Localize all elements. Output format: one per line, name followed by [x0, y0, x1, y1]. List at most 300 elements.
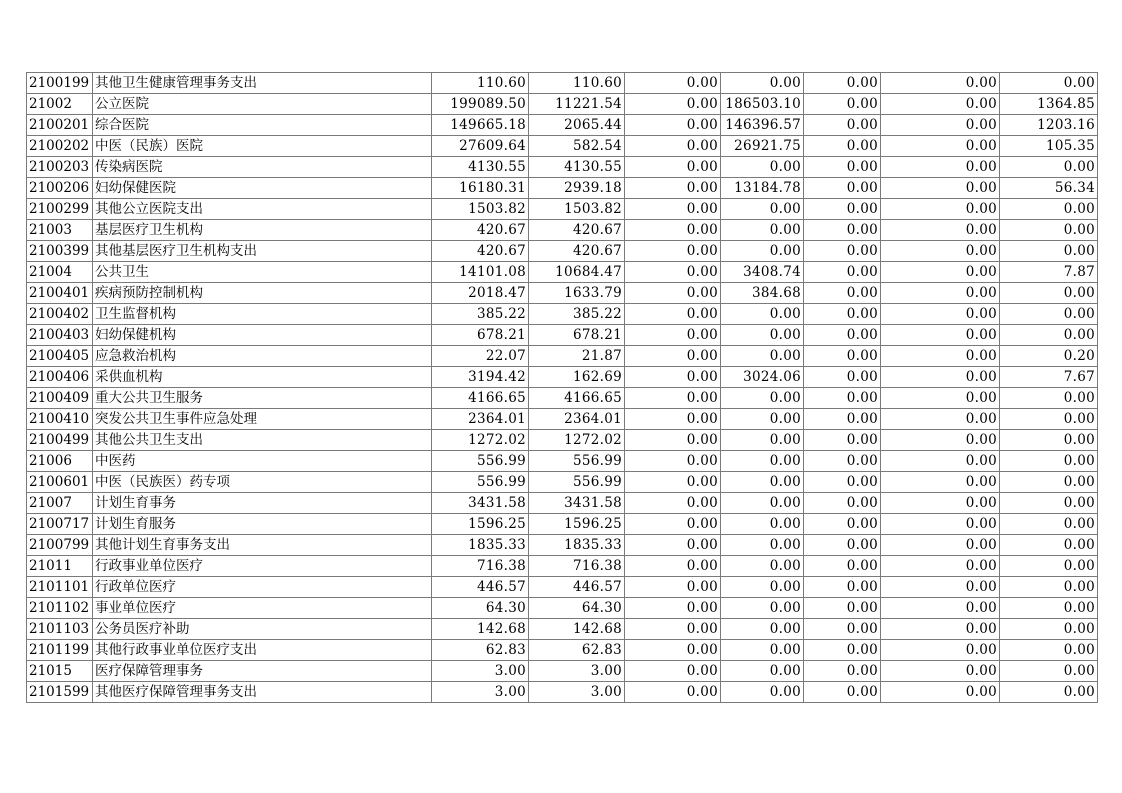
amount-cell: 0.00	[721, 220, 804, 241]
amount-cell: 0.00	[625, 262, 721, 283]
subject-code-cell: 2100299	[27, 199, 93, 220]
amount-cell: 0.00	[804, 619, 881, 640]
amount-cell: 0.00	[804, 535, 881, 556]
amount-cell: 0.00	[625, 73, 721, 94]
subject-name-cell: 突发公共卫生事件应急处理	[93, 409, 432, 430]
amount-cell: 0.00	[881, 661, 1000, 682]
amount-cell: 0.00	[625, 472, 721, 493]
amount-cell: 27609.64	[432, 136, 529, 157]
amount-cell: 14101.08	[432, 262, 529, 283]
amount-cell: 1203.16	[1000, 115, 1098, 136]
amount-cell: 0.00	[721, 409, 804, 430]
amount-cell: 1633.79	[529, 283, 625, 304]
amount-cell: 0.00	[804, 682, 881, 703]
amount-cell: 0.00	[1000, 73, 1098, 94]
amount-cell: 0.00	[1000, 535, 1098, 556]
amount-cell: 0.00	[804, 409, 881, 430]
amount-cell: 385.22	[529, 304, 625, 325]
amount-cell: 0.00	[881, 640, 1000, 661]
subject-name-cell: 计划生育事务	[93, 493, 432, 514]
amount-cell: 678.21	[432, 325, 529, 346]
amount-cell: 4166.65	[432, 388, 529, 409]
amount-cell: 105.35	[1000, 136, 1098, 157]
subject-code-cell: 2100799	[27, 535, 93, 556]
amount-cell: 0.00	[625, 514, 721, 535]
table-row	[27, 283, 1098, 304]
amount-cell: 3.00	[432, 682, 529, 703]
subject-name-cell: 公立医院	[93, 94, 432, 115]
amount-cell: 64.30	[529, 598, 625, 619]
amount-cell: 384.68	[721, 283, 804, 304]
amount-cell: 0.00	[804, 514, 881, 535]
amount-cell: 0.00	[625, 346, 721, 367]
subject-name-cell: 应急救治机构	[93, 346, 432, 367]
table-row	[27, 136, 1098, 157]
subject-name-cell: 卫生监督机构	[93, 304, 432, 325]
amount-cell: 0.00	[881, 325, 1000, 346]
amount-cell: 0.00	[625, 220, 721, 241]
amount-cell: 0.00	[881, 199, 1000, 220]
table-row	[27, 199, 1098, 220]
amount-cell: 0.00	[804, 136, 881, 157]
amount-cell: 2018.47	[432, 283, 529, 304]
subject-name-cell: 医疗保障管理事务	[93, 661, 432, 682]
amount-cell: 0.00	[881, 556, 1000, 577]
table-row	[27, 73, 1098, 94]
amount-cell: 716.38	[529, 556, 625, 577]
table-row	[27, 262, 1098, 283]
amount-cell: 199089.50	[432, 94, 529, 115]
amount-cell: 0.00	[804, 220, 881, 241]
amount-cell: 0.00	[721, 472, 804, 493]
subject-code-cell: 2100405	[27, 346, 93, 367]
amount-cell: 110.60	[432, 73, 529, 94]
subject-code-cell: 2100410	[27, 409, 93, 430]
subject-code-cell: 2101599	[27, 682, 93, 703]
subject-code-cell: 2100401	[27, 283, 93, 304]
amount-cell: 0.00	[625, 430, 721, 451]
amount-cell: 0.00	[625, 199, 721, 220]
amount-cell: 0.00	[721, 556, 804, 577]
amount-cell: 0.00	[1000, 598, 1098, 619]
amount-cell: 0.00	[625, 556, 721, 577]
amount-cell: 0.00	[804, 199, 881, 220]
amount-cell: 0.00	[804, 598, 881, 619]
amount-cell: 1596.25	[529, 514, 625, 535]
amount-cell: 0.00	[1000, 241, 1098, 262]
amount-cell: 0.00	[881, 619, 1000, 640]
amount-cell: 0.00	[881, 178, 1000, 199]
subject-name-cell: 事业单位医疗	[93, 598, 432, 619]
subject-code-cell: 2100206	[27, 178, 93, 199]
amount-cell: 0.00	[881, 577, 1000, 598]
amount-cell: 0.00	[625, 640, 721, 661]
subject-name-cell: 其他计划生育事务支出	[93, 535, 432, 556]
amount-cell: 1272.02	[529, 430, 625, 451]
amount-cell: 0.00	[1000, 199, 1098, 220]
subject-code-cell: 2100406	[27, 367, 93, 388]
amount-cell: 3408.74	[721, 262, 804, 283]
subject-code-cell: 2100409	[27, 388, 93, 409]
amount-cell: 0.00	[721, 304, 804, 325]
amount-cell: 0.00	[721, 640, 804, 661]
amount-cell: 0.00	[1000, 451, 1098, 472]
amount-cell: 0.00	[881, 388, 1000, 409]
subject-name-cell: 采供血机构	[93, 367, 432, 388]
amount-cell: 0.00	[625, 598, 721, 619]
amount-cell: 385.22	[432, 304, 529, 325]
amount-cell: 56.34	[1000, 178, 1098, 199]
amount-cell: 0.00	[625, 178, 721, 199]
amount-cell: 0.00	[881, 367, 1000, 388]
subject-name-cell: 妇幼保健医院	[93, 178, 432, 199]
amount-cell: 3431.58	[529, 493, 625, 514]
table-row	[27, 157, 1098, 178]
amount-cell: 2939.18	[529, 178, 625, 199]
subject-name-cell: 中医（民族医）药专项	[93, 472, 432, 493]
table-row	[27, 220, 1098, 241]
subject-name-cell: 妇幼保健机构	[93, 325, 432, 346]
amount-cell: 1503.82	[529, 199, 625, 220]
amount-cell: 62.83	[529, 640, 625, 661]
amount-cell: 149665.18	[432, 115, 529, 136]
amount-cell: 0.00	[881, 493, 1000, 514]
table-row	[27, 640, 1098, 661]
amount-cell: 0.00	[804, 73, 881, 94]
table-row	[27, 493, 1098, 514]
amount-cell: 0.00	[804, 367, 881, 388]
subject-name-cell: 其他卫生健康管理事务支出	[93, 73, 432, 94]
subject-name-cell: 行政单位医疗	[93, 577, 432, 598]
amount-cell: 0.00	[881, 304, 1000, 325]
subject-code-cell: 2100499	[27, 430, 93, 451]
amount-cell: 0.00	[625, 94, 721, 115]
amount-cell: 1272.02	[432, 430, 529, 451]
amount-cell: 0.00	[804, 178, 881, 199]
amount-cell: 556.99	[529, 472, 625, 493]
subject-name-cell: 行政事业单位医疗	[93, 556, 432, 577]
subject-code-cell: 2100201	[27, 115, 93, 136]
amount-cell: 10684.47	[529, 262, 625, 283]
amount-cell: 162.69	[529, 367, 625, 388]
amount-cell: 3024.06	[721, 367, 804, 388]
amount-cell: 0.00	[721, 73, 804, 94]
amount-cell: 11221.54	[529, 94, 625, 115]
amount-cell: 0.00	[804, 346, 881, 367]
amount-cell: 0.00	[625, 367, 721, 388]
amount-cell: 0.00	[881, 682, 1000, 703]
amount-cell: 0.00	[804, 472, 881, 493]
table-row	[27, 178, 1098, 199]
subject-name-cell: 传染病医院	[93, 157, 432, 178]
amount-cell: 0.00	[721, 514, 804, 535]
amount-cell: 0.00	[625, 388, 721, 409]
amount-cell: 0.00	[721, 199, 804, 220]
amount-cell: 0.00	[625, 283, 721, 304]
subject-code-cell: 2101102	[27, 598, 93, 619]
amount-cell: 446.57	[432, 577, 529, 598]
amount-cell: 0.00	[721, 598, 804, 619]
amount-cell: 0.00	[881, 136, 1000, 157]
amount-cell: 0.00	[804, 241, 881, 262]
table-row	[27, 661, 1098, 682]
amount-cell: 62.83	[432, 640, 529, 661]
expenditure-table	[26, 72, 1098, 703]
subject-code-cell: 21004	[27, 262, 93, 283]
amount-cell: 0.00	[1000, 472, 1098, 493]
amount-cell: 0.00	[1000, 619, 1098, 640]
amount-cell: 0.00	[721, 661, 804, 682]
amount-cell: 16180.31	[432, 178, 529, 199]
subject-name-cell: 计划生育服务	[93, 514, 432, 535]
amount-cell: 0.00	[804, 262, 881, 283]
subject-code-cell: 21015	[27, 661, 93, 682]
amount-cell: 3.00	[432, 661, 529, 682]
subject-code-cell: 2100717	[27, 514, 93, 535]
amount-cell: 0.00	[881, 115, 1000, 136]
subject-name-cell: 重大公共卫生服务	[93, 388, 432, 409]
table-row	[27, 577, 1098, 598]
table-row	[27, 598, 1098, 619]
amount-cell: 0.00	[804, 325, 881, 346]
amount-cell: 0.00	[804, 388, 881, 409]
subject-name-cell: 疾病预防控制机构	[93, 283, 432, 304]
amount-cell: 0.00	[881, 430, 1000, 451]
subject-code-cell: 21007	[27, 493, 93, 514]
amount-cell: 1364.85	[1000, 94, 1098, 115]
amount-cell: 0.00	[1000, 220, 1098, 241]
amount-cell: 0.00	[625, 682, 721, 703]
amount-cell: 0.00	[804, 451, 881, 472]
amount-cell: 0.00	[625, 304, 721, 325]
amount-cell: 0.00	[625, 661, 721, 682]
table-row	[27, 472, 1098, 493]
amount-cell: 0.00	[625, 409, 721, 430]
subject-name-cell: 公务员医疗补助	[93, 619, 432, 640]
amount-cell: 3.00	[529, 661, 625, 682]
amount-cell: 21.87	[529, 346, 625, 367]
amount-cell: 556.99	[432, 472, 529, 493]
table-body	[27, 73, 1098, 703]
amount-cell: 1835.33	[432, 535, 529, 556]
amount-cell: 0.00	[804, 661, 881, 682]
amount-cell: 678.21	[529, 325, 625, 346]
amount-cell: 0.00	[804, 577, 881, 598]
amount-cell: 4130.55	[529, 157, 625, 178]
subject-code-cell: 2100202	[27, 136, 93, 157]
amount-cell: 64.30	[432, 598, 529, 619]
amount-cell: 0.00	[1000, 283, 1098, 304]
amount-cell: 0.00	[881, 283, 1000, 304]
amount-cell: 1835.33	[529, 535, 625, 556]
amount-cell: 4130.55	[432, 157, 529, 178]
table-row	[27, 451, 1098, 472]
amount-cell: 0.00	[721, 388, 804, 409]
table-row	[27, 94, 1098, 115]
amount-cell: 0.00	[804, 115, 881, 136]
subject-code-cell: 2101103	[27, 619, 93, 640]
amount-cell: 0.00	[1000, 409, 1098, 430]
amount-cell: 0.00	[625, 325, 721, 346]
amount-cell: 2364.01	[432, 409, 529, 430]
amount-cell: 110.60	[529, 73, 625, 94]
table-row	[27, 367, 1098, 388]
amount-cell: 26921.75	[721, 136, 804, 157]
amount-cell: 146396.57	[721, 115, 804, 136]
amount-cell: 7.67	[1000, 367, 1098, 388]
amount-cell: 0.00	[804, 640, 881, 661]
amount-cell: 3431.58	[432, 493, 529, 514]
amount-cell: 0.00	[1000, 430, 1098, 451]
amount-cell: 0.00	[1000, 682, 1098, 703]
subject-code-cell: 21002	[27, 94, 93, 115]
amount-cell: 0.20	[1000, 346, 1098, 367]
amount-cell: 420.67	[529, 220, 625, 241]
subject-code-cell: 2101101	[27, 577, 93, 598]
table-row	[27, 325, 1098, 346]
subject-name-cell: 中医（民族）医院	[93, 136, 432, 157]
amount-cell: 0.00	[1000, 661, 1098, 682]
amount-cell: 0.00	[721, 493, 804, 514]
amount-cell: 0.00	[625, 241, 721, 262]
subject-code-cell: 2100399	[27, 241, 93, 262]
amount-cell: 0.00	[881, 157, 1000, 178]
amount-cell: 1596.25	[432, 514, 529, 535]
amount-cell: 0.00	[625, 451, 721, 472]
amount-cell: 0.00	[881, 514, 1000, 535]
amount-cell: 13184.78	[721, 178, 804, 199]
subject-name-cell: 基层医疗卫生机构	[93, 220, 432, 241]
amount-cell: 3.00	[529, 682, 625, 703]
subject-name-cell: 其他公立医院支出	[93, 199, 432, 220]
amount-cell: 0.00	[881, 241, 1000, 262]
amount-cell: 0.00	[1000, 640, 1098, 661]
amount-cell: 0.00	[804, 283, 881, 304]
table-row	[27, 388, 1098, 409]
amount-cell: 2364.01	[529, 409, 625, 430]
amount-cell: 0.00	[1000, 388, 1098, 409]
subject-code-cell: 2100601	[27, 472, 93, 493]
table-row	[27, 430, 1098, 451]
amount-cell: 0.00	[881, 94, 1000, 115]
amount-cell: 2065.44	[529, 115, 625, 136]
amount-cell: 0.00	[1000, 493, 1098, 514]
amount-cell: 420.67	[529, 241, 625, 262]
subject-name-cell: 综合医院	[93, 115, 432, 136]
amount-cell: 0.00	[625, 115, 721, 136]
amount-cell: 556.99	[432, 451, 529, 472]
table-row	[27, 514, 1098, 535]
subject-name-cell: 中医药	[93, 451, 432, 472]
amount-cell: 0.00	[721, 430, 804, 451]
table-row	[27, 535, 1098, 556]
amount-cell: 0.00	[721, 241, 804, 262]
amount-cell: 446.57	[529, 577, 625, 598]
table-row	[27, 619, 1098, 640]
amount-cell: 0.00	[804, 304, 881, 325]
amount-cell: 0.00	[881, 535, 1000, 556]
subject-code-cell: 2101199	[27, 640, 93, 661]
amount-cell: 0.00	[881, 409, 1000, 430]
amount-cell: 420.67	[432, 241, 529, 262]
amount-cell: 0.00	[881, 346, 1000, 367]
amount-cell: 0.00	[881, 262, 1000, 283]
amount-cell: 0.00	[721, 682, 804, 703]
amount-cell: 0.00	[721, 325, 804, 346]
amount-cell: 420.67	[432, 220, 529, 241]
amount-cell: 0.00	[721, 619, 804, 640]
amount-cell: 22.07	[432, 346, 529, 367]
table-row	[27, 556, 1098, 577]
amount-cell: 0.00	[721, 157, 804, 178]
subject-code-cell: 2100203	[27, 157, 93, 178]
amount-cell: 556.99	[529, 451, 625, 472]
amount-cell: 0.00	[1000, 157, 1098, 178]
subject-code-cell: 2100402	[27, 304, 93, 325]
amount-cell: 0.00	[881, 472, 1000, 493]
amount-cell: 0.00	[1000, 556, 1098, 577]
amount-cell: 3194.42	[432, 367, 529, 388]
amount-cell: 7.87	[1000, 262, 1098, 283]
amount-cell: 0.00	[625, 619, 721, 640]
amount-cell: 0.00	[721, 535, 804, 556]
amount-cell: 0.00	[625, 535, 721, 556]
table-row	[27, 241, 1098, 262]
subject-code-cell: 21011	[27, 556, 93, 577]
subject-code-cell: 2100199	[27, 73, 93, 94]
amount-cell: 0.00	[881, 598, 1000, 619]
amount-cell: 142.68	[432, 619, 529, 640]
amount-cell: 0.00	[721, 451, 804, 472]
table-row	[27, 409, 1098, 430]
subject-code-cell: 21003	[27, 220, 93, 241]
amount-cell: 0.00	[625, 577, 721, 598]
subject-name-cell: 其他基层医疗卫生机构支出	[93, 241, 432, 262]
subject-code-cell: 21006	[27, 451, 93, 472]
table-row	[27, 304, 1098, 325]
amount-cell: 0.00	[1000, 325, 1098, 346]
amount-cell: 716.38	[432, 556, 529, 577]
subject-name-cell: 其他行政事业单位医疗支出	[93, 640, 432, 661]
amount-cell: 0.00	[804, 556, 881, 577]
amount-cell: 0.00	[804, 493, 881, 514]
subject-name-cell: 公共卫生	[93, 262, 432, 283]
amount-cell: 0.00	[721, 577, 804, 598]
table-row	[27, 682, 1098, 703]
amount-cell: 1503.82	[432, 199, 529, 220]
amount-cell: 0.00	[881, 451, 1000, 472]
subject-name-cell: 其他公共卫生支出	[93, 430, 432, 451]
amount-cell: 0.00	[881, 73, 1000, 94]
amount-cell: 0.00	[1000, 514, 1098, 535]
amount-cell: 0.00	[804, 157, 881, 178]
amount-cell: 186503.10	[721, 94, 804, 115]
amount-cell: 582.54	[529, 136, 625, 157]
amount-cell: 0.00	[1000, 304, 1098, 325]
subject-code-cell: 2100403	[27, 325, 93, 346]
amount-cell: 0.00	[625, 136, 721, 157]
amount-cell: 4166.65	[529, 388, 625, 409]
subject-name-cell: 其他医疗保障管理事务支出	[93, 682, 432, 703]
amount-cell: 0.00	[625, 157, 721, 178]
amount-cell: 0.00	[804, 430, 881, 451]
amount-cell: 0.00	[881, 220, 1000, 241]
amount-cell: 0.00	[625, 493, 721, 514]
amount-cell: 0.00	[721, 346, 804, 367]
amount-cell: 142.68	[529, 619, 625, 640]
table-row	[27, 115, 1098, 136]
table-row	[27, 346, 1098, 367]
